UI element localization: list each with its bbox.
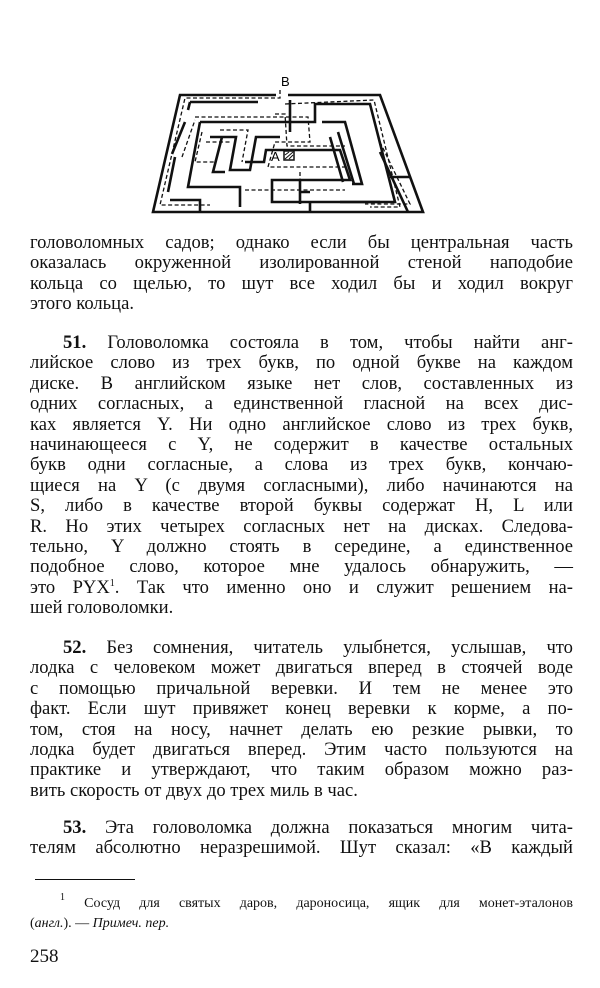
text-line: лийское слово из трех букв, по одной букве на каждом	[30, 352, 573, 374]
text-line: этого кольца.	[30, 293, 135, 315]
text-run: ). —	[63, 916, 93, 931]
text-run: . Так что именно оно и служит решением на-	[114, 576, 573, 598]
paragraph-51	[30, 333, 573, 618]
footnote	[30, 894, 573, 934]
text-line: кольца со щелью, то шут все ходил бы и ходил вокруг	[30, 272, 573, 294]
text-line: шей головоломки.	[30, 597, 174, 619]
text-run: (	[30, 916, 35, 931]
text-line: с помощью причальной веревки. И тем не менее это	[30, 677, 573, 699]
label-a: A	[271, 149, 280, 164]
text-line: диске. В английском языке нет слов, составленных из	[30, 372, 573, 394]
label-b: B	[281, 74, 290, 89]
text-line: факт. Если шут привяжет конец веревки к корме, а по-	[30, 698, 573, 720]
text-run: англ.	[34, 916, 64, 931]
text-run: это PYX	[30, 576, 110, 598]
page-number: 258	[30, 946, 59, 967]
text-run: Эта головоломка должна показаться многим чита-	[104, 817, 573, 838]
text-line: лодка с человеком может двигаться вперед в стоячей воде	[30, 657, 573, 679]
text-line	[30, 333, 573, 353]
maze-figure	[140, 62, 440, 222]
text-line: букв одни согласные, а слова из трех букв, кончаю-	[30, 454, 573, 476]
paragraph-continuation	[30, 233, 573, 315]
text-line: головоломных садов; однако если бы центральная часть	[30, 232, 573, 253]
text-line: начинающееся с Y, не содержит в качестве остальных	[30, 433, 573, 455]
text-line: подобное слово, которое мне удалось обнаружить, —	[30, 556, 573, 578]
footnote-divider	[35, 879, 135, 880]
paragraph-52	[30, 638, 573, 801]
footnote-ref: 1	[109, 577, 115, 589]
text-run: Головоломка состояла в том, чтобы найти анг-	[107, 332, 573, 353]
text-line: одних согласных, а единственной гласной на всех дис-	[30, 393, 573, 415]
text-line: тельно, Y должно стоять в середине, а единственное	[30, 535, 573, 557]
text-line: ках является Y. Ни одно английское слово из трех букв,	[30, 413, 573, 435]
text-line	[30, 578, 573, 598]
problem-number: 52.	[63, 637, 87, 658]
problem-number: 51.	[63, 332, 87, 353]
text-line	[30, 914, 573, 934]
footnote-marker: 1	[60, 892, 65, 903]
text-run: Без сомнения, читатель улыбнется, услышав, что	[106, 637, 573, 658]
text-line: том, стоя на носу, начнет делать ею резкие рывки, то	[30, 718, 573, 740]
text-line: оказалась окруженной изолированной стеной наподобие	[30, 252, 573, 274]
text-run: Примеч. пер.	[92, 916, 170, 931]
paragraph-53	[30, 818, 573, 859]
text-run: Сосуд для святых даров, дароносица, ящик для монет-эталонов	[84, 896, 574, 911]
problem-number: 53.	[63, 817, 87, 838]
text-line: вить скорость от двух до трех миль в час.	[30, 779, 358, 801]
text-line: R. Но этих четырех согласных нет на дисках. Следова-	[30, 515, 573, 537]
text-line	[30, 818, 573, 838]
text-line: щиеся на Y (с двумя согласными), либо начинаются на	[30, 474, 573, 496]
text-line: практике и утверждают, что таким образом можно раз-	[30, 759, 573, 781]
text-line	[30, 894, 573, 914]
text-line: телям абсолютно неразрешимой. Шут сказал: «В каждый	[30, 837, 573, 859]
text-line	[30, 638, 573, 658]
text-line: лодка будет двигаться вперед. Этим часто пользуются на	[30, 738, 573, 760]
text-line: S, либо в качестве второй буквы содержат H, L или	[30, 495, 573, 517]
